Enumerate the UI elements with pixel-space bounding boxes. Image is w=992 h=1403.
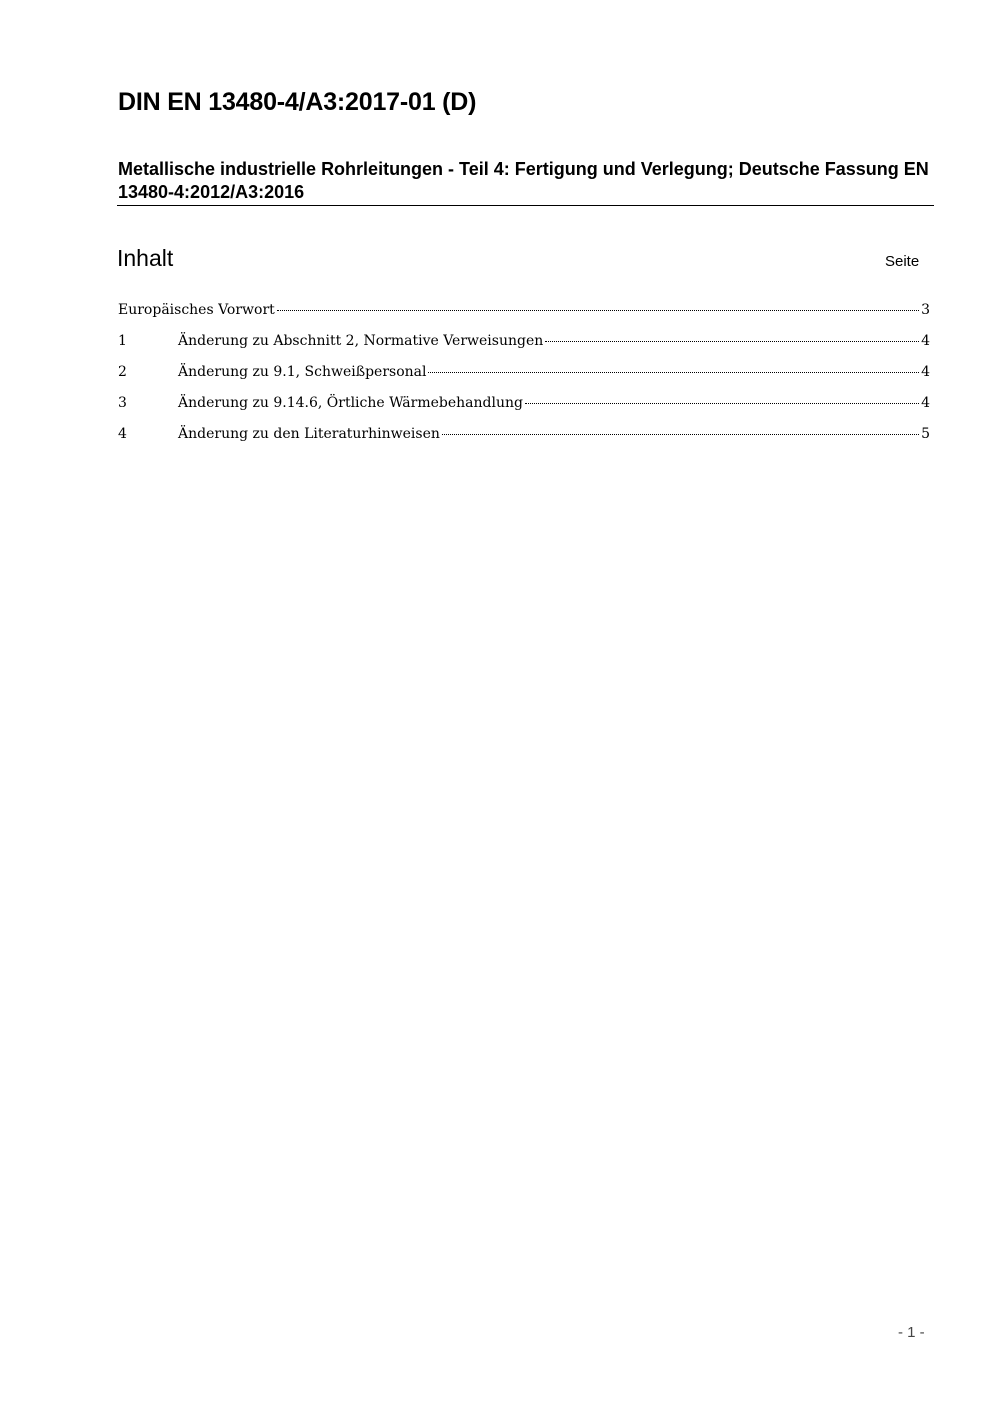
toc-entry-foreword[interactable] (118, 302, 930, 333)
toc-heading: Inhalt (117, 245, 174, 271)
toc-entry-text[interactable]: Europäisches Vorwort (118, 302, 275, 318)
toc-entry-2[interactable] (118, 364, 930, 395)
toc-leader-dots (442, 434, 919, 435)
toc-entry-page: 3 (921, 302, 930, 318)
toc-entry-number: 3 (118, 395, 127, 411)
toc-entry-text[interactable]: Änderung zu 9.14.6, Örtliche Wärmebehandlung (178, 395, 523, 411)
toc-leader-dots (525, 403, 919, 404)
toc-entry-page: 4 (921, 333, 930, 349)
toc-entry-number: 4 (118, 426, 127, 442)
toc-leader-dots (277, 310, 919, 311)
document-title: DIN EN 13480-4/A3:2017-01 (D) (118, 88, 477, 116)
toc-leader-dots (428, 372, 919, 373)
toc-entry-text[interactable]: Änderung zu den Literaturhinweisen (178, 426, 440, 442)
title-divider (117, 205, 934, 206)
toc-entry-number: 1 (118, 333, 127, 349)
toc-entry-page: 4 (921, 395, 930, 411)
table-of-contents (118, 302, 930, 457)
toc-entry-page: 5 (921, 426, 930, 442)
page-number: - 1 - (898, 1324, 925, 1341)
toc-leader-dots (545, 341, 919, 342)
toc-entry-text[interactable]: Änderung zu Abschnitt 2, Normative Verweisungen (178, 333, 544, 349)
document-subtitle: Metallische industrielle Rohrleitungen - Teil 4: Fertigung und Verlegung; Deutsche Fassung EN 13480-4:2012/A3:2016 (118, 159, 929, 202)
toc-entry-page: 4 (921, 364, 930, 380)
toc-page-column-label: Seite (885, 253, 920, 270)
toc-entry-4[interactable] (118, 426, 930, 457)
toc-entry-text[interactable]: Änderung zu 9.1, Schweißpersonal (178, 364, 427, 380)
toc-entry-1[interactable] (118, 333, 930, 364)
toc-entry-number: 2 (118, 364, 127, 380)
toc-entry-3[interactable] (118, 395, 930, 426)
